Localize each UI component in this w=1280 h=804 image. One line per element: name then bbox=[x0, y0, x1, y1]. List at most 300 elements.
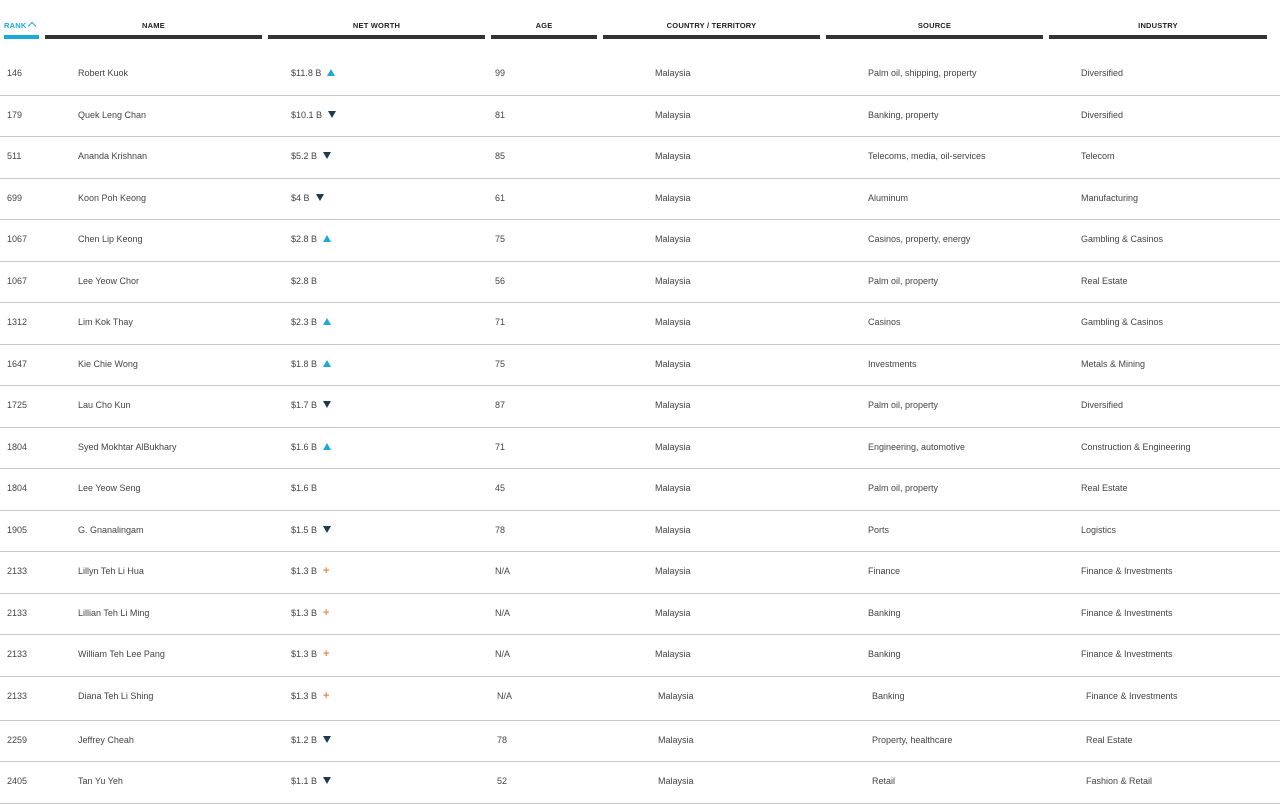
industry-cell-text: Real Estate bbox=[1081, 483, 1128, 493]
column-label: SOURCE bbox=[917, 21, 952, 30]
source-cell bbox=[868, 317, 901, 327]
down-arrow-icon bbox=[323, 152, 331, 159]
net-worth-cell bbox=[291, 110, 336, 120]
country-cell-text: Malaysia bbox=[655, 358, 691, 369]
age-cell-text: 81 bbox=[495, 109, 506, 120]
industry-cell-text: Diversified bbox=[1081, 109, 1124, 120]
age-cell bbox=[495, 110, 505, 120]
column-header-age[interactable] bbox=[491, 0, 597, 39]
rank-cell bbox=[7, 400, 27, 410]
industry-cell bbox=[1081, 400, 1123, 410]
net-worth-cell-text: $1.1 B bbox=[291, 776, 318, 786]
industry-cell bbox=[1081, 110, 1123, 120]
source-cell-text: Palm oil, property bbox=[868, 483, 939, 493]
column-label: NAME bbox=[142, 21, 165, 30]
net-worth-cell bbox=[291, 276, 317, 286]
age-cell-text: 71 bbox=[495, 317, 506, 327]
industry-cell bbox=[1081, 483, 1128, 493]
industry-cell-text: Real Estate bbox=[1086, 734, 1133, 745]
country-cell bbox=[655, 193, 691, 203]
rank-cell bbox=[7, 234, 27, 244]
country-cell bbox=[658, 735, 694, 745]
source-cell bbox=[868, 234, 970, 244]
rank-cell bbox=[7, 776, 27, 786]
rank-cell bbox=[7, 566, 27, 576]
age-cell bbox=[495, 649, 510, 659]
age-cell bbox=[495, 276, 505, 286]
industry-cell-text: Fashion & Retail bbox=[1086, 776, 1153, 786]
name-cell[interactable] bbox=[78, 566, 144, 576]
table-row[interactable] bbox=[0, 428, 1280, 470]
age-cell-text: 75 bbox=[495, 234, 506, 244]
name-cell[interactable] bbox=[78, 483, 141, 493]
net-worth-cell bbox=[291, 483, 317, 493]
country-cell bbox=[655, 608, 691, 618]
column-underline bbox=[826, 35, 1043, 39]
table-row[interactable] bbox=[0, 635, 1280, 677]
rank-cell-text: 1905 bbox=[7, 524, 28, 535]
name-cell[interactable] bbox=[78, 234, 143, 244]
industry-cell bbox=[1086, 776, 1152, 786]
source-cell bbox=[868, 608, 901, 618]
net-worth-cell-text: $1.6 B bbox=[291, 483, 318, 493]
age-cell-text: 85 bbox=[495, 151, 506, 161]
net-worth-cell-text: $1.3 B bbox=[291, 690, 318, 701]
column-underline bbox=[268, 35, 485, 39]
name-cell-text: Kie Chie Wong bbox=[78, 358, 138, 369]
age-cell-text: 75 bbox=[495, 358, 506, 369]
column-label: INDUSTRY bbox=[1138, 21, 1178, 30]
net-worth-cell bbox=[291, 68, 335, 78]
age-cell bbox=[495, 566, 510, 576]
net-worth-cell bbox=[291, 317, 331, 327]
column-label: COUNTRY / TERRITORY bbox=[666, 21, 757, 30]
source-cell-text: Casinos, property, energy bbox=[868, 234, 971, 244]
country-cell bbox=[655, 525, 691, 535]
up-arrow-icon bbox=[323, 318, 331, 325]
down-arrow-icon bbox=[323, 401, 331, 408]
table-body bbox=[0, 54, 1280, 804]
country-cell bbox=[658, 776, 694, 786]
rank-cell-text: 179 bbox=[7, 109, 23, 120]
column-underline bbox=[603, 35, 820, 39]
name-cell[interactable] bbox=[78, 525, 144, 535]
net-worth-cell-text: $5.2 B bbox=[291, 151, 318, 161]
down-arrow-icon bbox=[316, 194, 324, 201]
age-cell-text: 71 bbox=[495, 441, 506, 452]
net-worth-cell-text: $1.5 B bbox=[291, 524, 318, 535]
column-header-source[interactable] bbox=[826, 0, 1043, 39]
industry-cell-text: Telecom bbox=[1081, 151, 1115, 161]
source-cell bbox=[868, 483, 938, 493]
source-cell-text: Casinos bbox=[868, 317, 901, 327]
table-row[interactable] bbox=[0, 552, 1280, 594]
name-cell-text: William Teh Lee Pang bbox=[78, 649, 165, 659]
source-cell-text: Banking bbox=[868, 649, 901, 659]
age-cell-text: N/A bbox=[495, 649, 511, 659]
net-worth-cell bbox=[291, 566, 329, 576]
rank-cell bbox=[7, 649, 27, 659]
net-worth-cell-text: $2.8 B bbox=[291, 234, 318, 244]
net-worth-cell bbox=[291, 776, 331, 786]
rank-cell-text: 2133 bbox=[7, 607, 28, 618]
country-cell bbox=[655, 566, 691, 576]
column-label: NET WORTH bbox=[352, 21, 401, 30]
down-arrow-icon bbox=[323, 526, 331, 533]
rank-cell-text: 511 bbox=[7, 151, 22, 161]
age-cell bbox=[495, 317, 505, 327]
table-row[interactable] bbox=[0, 303, 1280, 345]
country-cell-text: Malaysia bbox=[658, 734, 694, 745]
name-cell-text: Lee Yeow Seng bbox=[78, 483, 141, 493]
name-cell-text: Lau Cho Kun bbox=[78, 400, 131, 410]
name-cell-text: Robert Kuok bbox=[78, 68, 129, 78]
country-cell bbox=[655, 442, 691, 452]
industry-cell bbox=[1081, 317, 1163, 327]
rank-cell bbox=[7, 525, 27, 535]
new-plus-icon: + bbox=[323, 689, 330, 702]
country-cell bbox=[655, 317, 691, 327]
industry-cell-text: Metals & Mining bbox=[1081, 358, 1146, 369]
table-row[interactable] bbox=[0, 469, 1280, 511]
column-header-name[interactable] bbox=[45, 0, 262, 39]
country-cell-text: Malaysia bbox=[655, 566, 691, 576]
industry-cell bbox=[1081, 68, 1123, 78]
industry-cell bbox=[1081, 608, 1173, 618]
rank-cell bbox=[7, 483, 27, 493]
source-cell-text: Banking bbox=[872, 690, 905, 701]
name-cell[interactable] bbox=[78, 317, 133, 327]
column-label: RANK bbox=[4, 21, 27, 30]
rank-cell-text: 1804 bbox=[7, 441, 28, 452]
table-row[interactable] bbox=[0, 54, 1280, 96]
age-cell-text: 56 bbox=[495, 275, 506, 286]
industry-cell bbox=[1081, 276, 1128, 286]
source-cell bbox=[868, 525, 889, 535]
age-cell-text: 78 bbox=[497, 734, 508, 745]
sort-ascending-icon bbox=[28, 22, 36, 30]
industry-cell-text: Finance & Investments bbox=[1081, 649, 1173, 659]
name-cell[interactable] bbox=[78, 400, 131, 410]
net-worth-cell-text: $1.3 B bbox=[291, 607, 318, 618]
rank-cell bbox=[7, 608, 27, 618]
country-cell-text: Malaysia bbox=[655, 109, 691, 120]
country-cell bbox=[655, 234, 691, 244]
column-label: AGE bbox=[535, 21, 553, 30]
source-cell-text: Telecoms, media, oil-services bbox=[868, 151, 986, 161]
industry-cell bbox=[1086, 691, 1178, 701]
table-row[interactable] bbox=[0, 262, 1280, 304]
name-cell-text: Quek Leng Chan bbox=[78, 109, 147, 120]
column-header-industry[interactable] bbox=[1049, 0, 1267, 39]
source-cell-text: Aluminum bbox=[868, 192, 909, 203]
source-cell-text: Banking, property bbox=[868, 109, 939, 120]
age-cell-text: 99 bbox=[495, 68, 506, 78]
industry-cell bbox=[1086, 735, 1133, 745]
table-row[interactable] bbox=[0, 220, 1280, 262]
country-cell-text: Malaysia bbox=[655, 234, 691, 244]
age-cell-text: 52 bbox=[497, 776, 508, 786]
age-cell bbox=[495, 525, 505, 535]
age-cell bbox=[495, 359, 505, 369]
country-cell bbox=[658, 691, 694, 701]
net-worth-cell-text: $1.7 B bbox=[291, 400, 318, 410]
industry-cell-text: Gambling & Casinos bbox=[1081, 317, 1164, 327]
rank-cell-text: 146 bbox=[7, 68, 23, 78]
source-cell-text: Investments bbox=[868, 358, 917, 369]
rank-cell-text: 2405 bbox=[7, 776, 28, 786]
table-row[interactable] bbox=[0, 511, 1280, 553]
source-cell-text: Finance bbox=[868, 566, 901, 576]
name-cell-text: Lillian Teh Li Ming bbox=[78, 607, 150, 618]
column-underline bbox=[1049, 35, 1267, 39]
rank-cell bbox=[7, 68, 22, 78]
net-worth-cell-text: $1.8 B bbox=[291, 358, 318, 369]
age-cell bbox=[495, 151, 505, 161]
name-cell[interactable] bbox=[78, 608, 149, 618]
source-cell bbox=[868, 68, 977, 78]
source-cell-text: Palm oil, property bbox=[868, 275, 939, 286]
source-cell bbox=[872, 735, 952, 745]
net-worth-cell bbox=[291, 525, 331, 535]
net-worth-cell-text: $10.1 B bbox=[291, 109, 323, 120]
table-row[interactable] bbox=[0, 179, 1280, 221]
name-cell-text: Lillyn Teh Li Hua bbox=[78, 566, 144, 576]
rank-cell-text: 2133 bbox=[7, 649, 28, 659]
rank-cell-text: 1804 bbox=[7, 483, 28, 493]
source-cell bbox=[868, 151, 986, 161]
country-cell bbox=[655, 400, 691, 410]
age-cell bbox=[495, 234, 505, 244]
table-row[interactable] bbox=[0, 96, 1280, 138]
country-cell-text: Malaysia bbox=[655, 400, 691, 410]
industry-cell-text: Construction & Engineering bbox=[1081, 441, 1191, 452]
industry-cell bbox=[1081, 442, 1191, 452]
source-cell bbox=[868, 566, 900, 576]
net-worth-cell bbox=[291, 234, 331, 244]
table-row[interactable] bbox=[0, 594, 1280, 636]
age-cell bbox=[495, 608, 510, 618]
age-cell bbox=[495, 483, 505, 493]
country-cell-text: Malaysia bbox=[655, 524, 691, 535]
name-cell[interactable] bbox=[78, 110, 146, 120]
up-arrow-icon bbox=[323, 360, 331, 367]
net-worth-cell bbox=[291, 442, 331, 452]
country-cell bbox=[655, 110, 691, 120]
name-cell[interactable] bbox=[78, 691, 153, 701]
net-worth-cell-text: $2.8 B bbox=[291, 275, 318, 286]
new-plus-icon: + bbox=[323, 606, 330, 619]
down-arrow-icon bbox=[328, 111, 336, 118]
rank-cell-text: 1725 bbox=[7, 400, 28, 410]
rank-cell bbox=[7, 193, 22, 203]
column-header-rank[interactable] bbox=[4, 0, 39, 39]
source-cell bbox=[868, 359, 917, 369]
net-worth-cell bbox=[291, 359, 331, 369]
source-cell-text: Engineering, automotive bbox=[868, 441, 966, 452]
net-worth-cell bbox=[291, 400, 331, 410]
rank-cell bbox=[7, 110, 22, 120]
country-cell bbox=[655, 276, 691, 286]
country-cell-text: Malaysia bbox=[655, 317, 691, 327]
name-cell-text: Tan Yu Yeh bbox=[78, 776, 123, 786]
up-arrow-icon bbox=[323, 443, 331, 450]
country-cell-text: Malaysia bbox=[655, 607, 691, 618]
name-cell-text: G. Gnanalingam bbox=[78, 524, 144, 535]
net-worth-cell-text: $1.3 B bbox=[291, 649, 318, 659]
source-cell-text: Palm oil, property bbox=[868, 400, 939, 410]
name-cell[interactable] bbox=[78, 442, 177, 452]
country-cell-text: Malaysia bbox=[655, 151, 691, 161]
rank-cell bbox=[7, 276, 27, 286]
industry-cell bbox=[1081, 649, 1173, 659]
net-worth-cell-text: $1.2 B bbox=[291, 734, 318, 745]
industry-cell bbox=[1081, 525, 1116, 535]
source-cell bbox=[868, 649, 901, 659]
name-cell[interactable] bbox=[78, 735, 134, 745]
country-cell bbox=[655, 359, 691, 369]
source-cell-text: Retail bbox=[872, 776, 896, 786]
rank-cell bbox=[7, 151, 21, 161]
name-cell[interactable] bbox=[78, 649, 165, 659]
rank-cell bbox=[7, 735, 27, 745]
country-cell bbox=[655, 151, 691, 161]
name-cell[interactable] bbox=[78, 68, 128, 78]
country-cell bbox=[655, 649, 691, 659]
source-cell-text: Banking bbox=[868, 607, 901, 618]
rank-cell-text: 1312 bbox=[7, 317, 28, 327]
country-cell-text: Malaysia bbox=[655, 192, 691, 203]
net-worth-cell-text: $1.6 B bbox=[291, 441, 318, 452]
industry-cell-text: Real Estate bbox=[1081, 275, 1128, 286]
country-cell-text: Malaysia bbox=[655, 68, 691, 78]
name-cell[interactable] bbox=[78, 776, 123, 786]
table-row[interactable] bbox=[0, 345, 1280, 387]
table-row[interactable] bbox=[0, 677, 1280, 721]
table-row[interactable] bbox=[0, 137, 1280, 179]
column-header-net-worth[interactable] bbox=[268, 0, 485, 39]
up-arrow-icon bbox=[323, 235, 331, 242]
industry-cell bbox=[1081, 151, 1115, 161]
age-cell bbox=[495, 442, 505, 452]
new-plus-icon: + bbox=[323, 565, 330, 578]
source-cell bbox=[868, 442, 965, 452]
country-cell-text: Malaysia bbox=[658, 690, 694, 701]
net-worth-cell-text: $11.8 B bbox=[291, 68, 322, 78]
name-cell-text: Koon Poh Keong bbox=[78, 192, 147, 203]
age-cell-text: 87 bbox=[495, 400, 506, 410]
country-cell-text: Malaysia bbox=[655, 649, 691, 659]
source-cell bbox=[868, 276, 938, 286]
age-cell-text: 61 bbox=[495, 192, 506, 203]
rank-cell-text: 2133 bbox=[7, 690, 28, 701]
country-cell-text: Malaysia bbox=[655, 275, 691, 286]
column-underline bbox=[4, 35, 39, 39]
name-cell-text: Jeffrey Cheah bbox=[78, 734, 134, 745]
source-cell bbox=[868, 193, 908, 203]
net-worth-cell bbox=[291, 649, 329, 659]
rank-cell-text: 1067 bbox=[7, 275, 28, 286]
industry-cell bbox=[1081, 566, 1173, 576]
age-cell-text: N/A bbox=[495, 607, 511, 618]
industry-cell-text: Finance & Investments bbox=[1081, 566, 1173, 576]
rank-cell bbox=[7, 359, 27, 369]
industry-cell-text: Finance & Investments bbox=[1081, 607, 1173, 618]
up-arrow-icon bbox=[327, 69, 335, 76]
industry-cell bbox=[1081, 193, 1138, 203]
name-cell[interactable] bbox=[78, 151, 147, 161]
source-cell bbox=[868, 400, 938, 410]
source-cell bbox=[872, 691, 905, 701]
name-cell[interactable] bbox=[78, 193, 146, 203]
rank-cell-text: 1067 bbox=[7, 234, 28, 244]
name-cell[interactable] bbox=[78, 359, 138, 369]
column-header-country[interactable] bbox=[603, 0, 820, 39]
industry-cell-text: Diversified bbox=[1081, 400, 1124, 410]
source-cell-text: Property, healthcare bbox=[872, 734, 953, 745]
rank-cell bbox=[7, 442, 27, 452]
column-underline bbox=[45, 35, 262, 39]
country-cell bbox=[655, 68, 691, 78]
source-cell bbox=[868, 110, 939, 120]
country-cell bbox=[655, 483, 691, 493]
name-cell-text: Lee Yeow Chor bbox=[78, 275, 140, 286]
industry-cell-text: Finance & Investments bbox=[1086, 690, 1178, 701]
net-worth-cell bbox=[291, 151, 331, 161]
source-cell-text: Ports bbox=[868, 524, 890, 535]
industry-cell-text: Gambling & Casinos bbox=[1081, 234, 1164, 244]
rank-cell-text: 2259 bbox=[7, 734, 28, 745]
rank-cell-text: 1647 bbox=[7, 358, 28, 369]
down-arrow-icon bbox=[323, 736, 331, 743]
industry-cell bbox=[1081, 234, 1163, 244]
new-plus-icon: + bbox=[323, 648, 330, 661]
name-cell-text: Diana Teh Li Shing bbox=[78, 690, 154, 701]
rank-cell-text: 2133 bbox=[7, 566, 28, 576]
age-cell bbox=[497, 776, 507, 786]
age-cell bbox=[495, 193, 505, 203]
age-cell bbox=[497, 691, 512, 701]
name-cell[interactable] bbox=[78, 276, 139, 286]
industry-cell bbox=[1081, 359, 1145, 369]
name-cell-text: Lim Kok Thay bbox=[78, 317, 133, 327]
source-cell bbox=[872, 776, 895, 786]
name-cell-text: Ananda Krishnan bbox=[78, 151, 148, 161]
net-worth-cell bbox=[291, 735, 331, 745]
rank-cell-text: 699 bbox=[7, 192, 23, 203]
table-header bbox=[0, 0, 1280, 42]
column-underline bbox=[491, 35, 597, 39]
rank-cell bbox=[7, 691, 27, 701]
table-row[interactable] bbox=[0, 762, 1280, 804]
net-worth-cell-text: $1.3 B bbox=[291, 566, 318, 576]
industry-cell-text: Manufacturing bbox=[1081, 192, 1139, 203]
age-cell bbox=[495, 68, 505, 78]
net-worth-cell bbox=[291, 193, 324, 203]
net-worth-cell-text: $2.3 B bbox=[291, 317, 318, 327]
country-cell-text: Malaysia bbox=[658, 776, 694, 786]
age-cell bbox=[495, 400, 505, 410]
age-cell-text: 45 bbox=[495, 483, 506, 493]
age-cell-text: N/A bbox=[495, 566, 511, 576]
net-worth-cell bbox=[291, 608, 329, 618]
net-worth-cell bbox=[291, 691, 329, 701]
net-worth-cell-text: $4 B bbox=[291, 192, 310, 203]
industry-cell-text: Logistics bbox=[1081, 524, 1117, 535]
table-row[interactable] bbox=[0, 721, 1280, 763]
table-row[interactable] bbox=[0, 386, 1280, 428]
source-cell-text: Palm oil, shipping, property bbox=[868, 68, 977, 78]
